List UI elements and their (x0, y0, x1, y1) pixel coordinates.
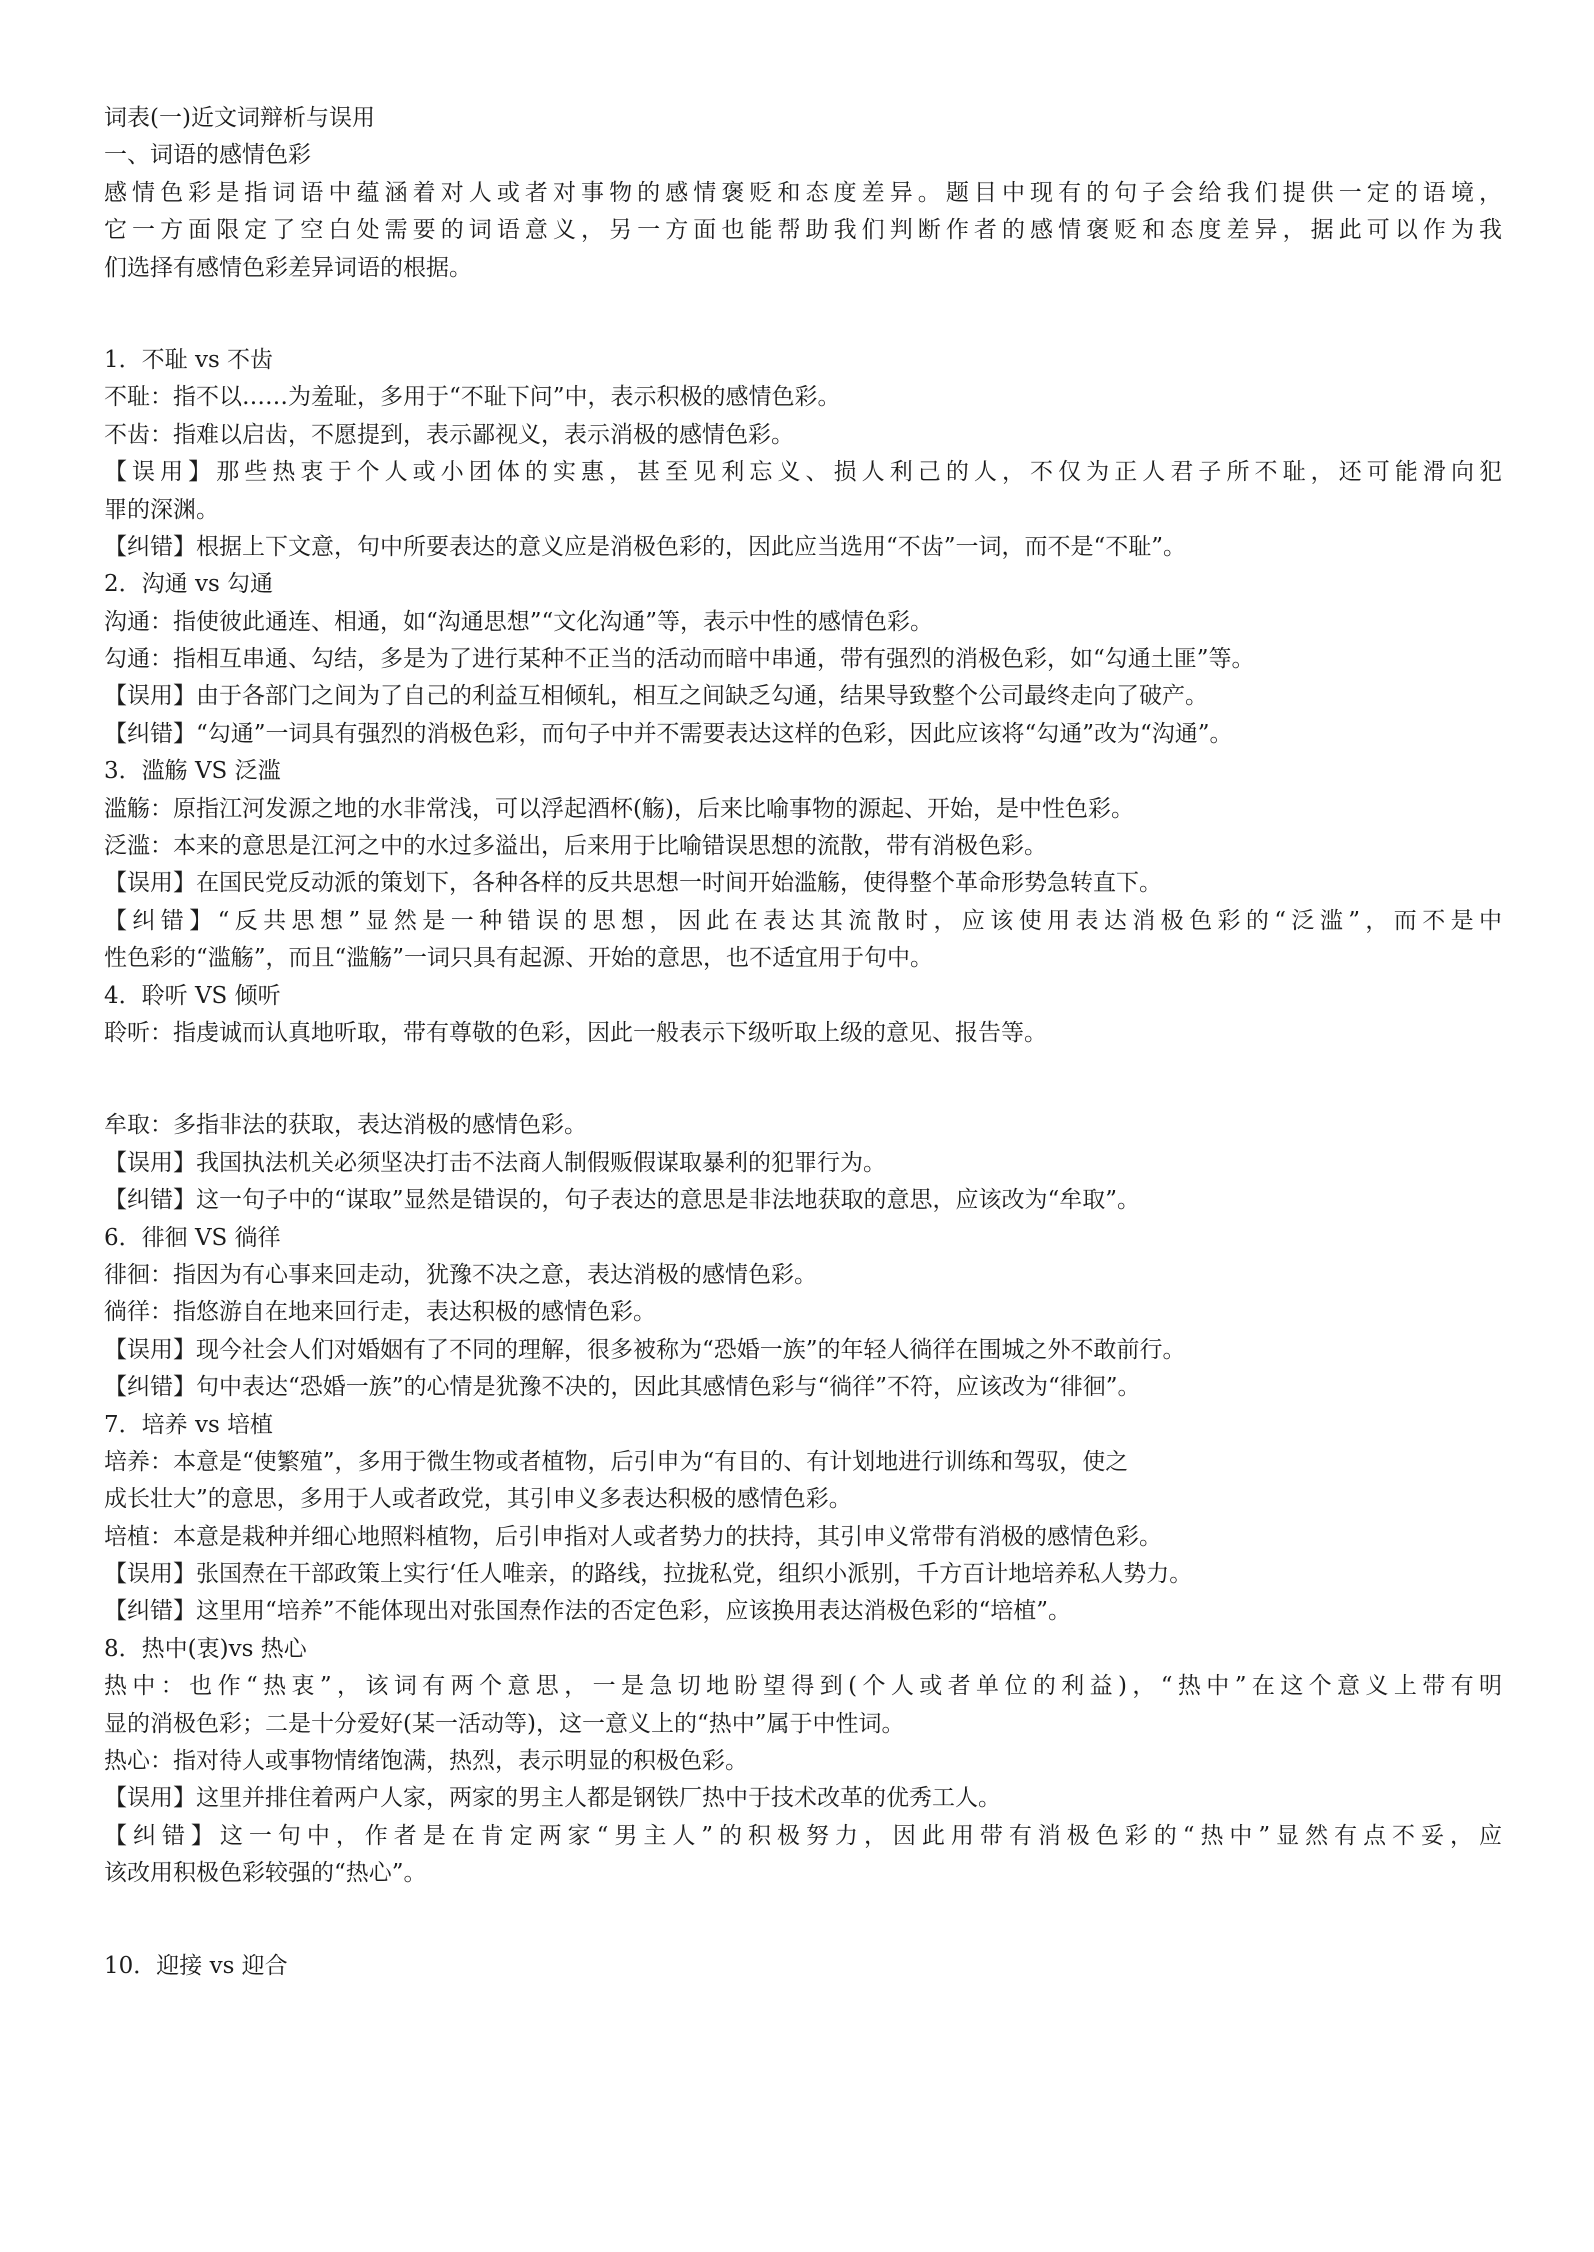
definition-line: 勾通：指相互串通、勾结，多是为了进行某种不正当的活动而暗中串通，带有强烈的消极色彩，如“勾通土匪”等。 (104, 646, 1255, 673)
correction-line: 【纠错】这一句中，作者是在肯定两家“男主人”的积极努力，因此用带有消极色彩的“热中”显然有点不妥，应 (104, 1822, 1502, 1849)
definition-line: 不齿：指难以启齿，不愿提到，表示鄙视义，表示消极的感情色彩。 (104, 421, 794, 448)
misuse-line: 【误用】在国民党反动派的策划下，各种各样的反共思想一时间开始滥觞，使得整个革命形势急转直下。 (104, 870, 1162, 897)
correction-line: 【纠错】“勾通”一词具有强烈的消极色彩，而句子中并不需要表达这样的色彩，因此应该将“勾通”改为“沟通”。 (104, 720, 1233, 747)
definition-line: 显的消极色彩；二是十分爱好(某一活动等)，这一意义上的“热中”属于中性词。 (104, 1710, 905, 1737)
document-title: 词表(一)近文词辩析与误用 (104, 105, 375, 131)
definition-line: 热中：也作“热衷”，该词有两个意思，一是急切地盼望得到(个人或者单位的利益)，“热中”在这个意义上带有明 (104, 1673, 1502, 1700)
definition-line: 培植：本意是栽种并细心地照料植物，后引申指对人或者势力的扶持，其引申义常带有消极的感情色彩。 (104, 1523, 1162, 1550)
definition-line: 热心：指对待人或事物情绪饱满，热烈，表示明显的积极色彩。 (104, 1748, 748, 1775)
entry-heading: 2．沟通 vs 勾通 (104, 571, 274, 598)
entry-heading: 1．不耻 vs 不齿 (104, 346, 274, 373)
entry-heading: 6．徘徊 VS 徜徉 (104, 1224, 281, 1251)
correction-line: 该改用积极色彩较强的“热心”。 (104, 1860, 427, 1887)
misuse-line: 【误用】我国执法机关必须坚决打击不法商人制假贩假谋取暴利的犯罪行为。 (104, 1149, 886, 1176)
document-page (104, 100, 1502, 1985)
misuse-line: 【误用】由于各部门之间为了自己的利益互相倾轧，相互之间缺乏勾通，结果导致整个公司最终走向了破产。 (104, 683, 1208, 710)
definition-line: 聆听：指虔诚而认真地听取，带有尊敬的色彩，因此一般表示下级听取上级的意见、报告等。 (104, 1019, 1047, 1046)
definition-line: 培养：本意是“使繁殖”，多用于微生物或者植物，后引申为“有目的、有计划地进行训练和驾驭，使之 (104, 1448, 1129, 1475)
blank-gap (104, 287, 1502, 342)
entry-heading: 4．聆听 VS 倾听 (104, 982, 281, 1009)
section-heading: 一、词语的感情色彩 (104, 142, 311, 169)
blank-gap (104, 1052, 1502, 1107)
blank-gap (104, 1893, 1502, 1948)
definition-line: 成长壮大”的意思，多用于人或者政党，其引申义多表达积极的感情色彩。 (104, 1486, 852, 1513)
correction-line: 【纠错】“反共思想”显然是一种错误的思想，因此在表达其流散时，应该使用表达消极色彩的“泛滥”，而不是中 (104, 907, 1502, 934)
correction-line: 【纠错】这一句子中的“谋取”显然是错误的，句子表达的意思是非法地获取的意思，应该改为“牟取”。 (104, 1187, 1141, 1214)
misuse-line: 【误用】张国焘在干部政策上实行‘任人唯亲，的路线，拉拢私党，组织小派别，千方百计地培养私人势力。 (104, 1561, 1193, 1588)
correction-line: 性色彩的“滥觞”，而且“滥觞”一词只具有起源、开始的意思，也不适宜用于句中。 (104, 945, 934, 972)
intro-line: 们选择有感情色彩差异词语的根据。 (104, 254, 472, 281)
correction-line: 【纠错】根据上下文意，句中所要表达的意义应是消极色彩的，因此应当选用“不齿”一词，而不是“不耻”。 (104, 533, 1187, 560)
misuse-line: 【误用】那些热衷于个人或小团体的实惠，甚至见利忘义、损人利己的人，不仅为正人君子所不耻，还可能滑向犯 (104, 459, 1502, 486)
definition-line: 滥觞：原指江河发源之地的水非常浅，可以浮起酒杯(觞)，后来比喻事物的源起、开始，是中性色彩。 (104, 795, 1134, 822)
misuse-line: 【误用】这里并排住着两户人家，两家的男主人都是钢铁厂热中于技术改革的优秀工人。 (104, 1785, 1001, 1812)
intro-line: 它一方面限定了空白处需要的词语意义，另一方面也能帮助我们判断作者的感情褒贬和态度差异，据此可以作为我 (104, 217, 1502, 244)
definition-line: 泛滥：本来的意思是江河之中的水过多溢出，后来用于比喻错误思想的流散，带有消极色彩。 (104, 833, 1047, 860)
definition-line: 牟取：多指非法的获取，表达消极的感情色彩。 (104, 1112, 587, 1139)
entry-heading: 7．培养 vs 培植 (104, 1411, 274, 1438)
misuse-line: 【误用】现今社会人们对婚姻有了不同的理解，很多被称为“恐婚一族”的年轻人徜徉在围城之外不敢前行。 (104, 1336, 1186, 1363)
entry-heading: 8．热中(衷)vs 热心 (104, 1635, 307, 1662)
correction-line: 【纠错】句中表达“恐婚一族”的心情是犹豫不决的，因此其感情色彩与“徜徉”不符，应该改为“徘徊”。 (104, 1374, 1141, 1401)
entry-heading: 10．迎接 vs 迎合 (104, 1952, 288, 1979)
correction-line: 【纠错】这里用“培养”不能体现出对张国焘作法的否定色彩，应该换用表达消极色彩的“培植”。 (104, 1598, 1072, 1625)
misuse-line: 罪的深渊。 (104, 496, 219, 523)
definition-line: 沟通：指使彼此通连、相通，如“沟通思想”“文化沟通”等，表示中性的感情色彩。 (104, 608, 934, 635)
entry-heading: 3．滥觞 VS 泛滥 (104, 758, 281, 785)
definition-line: 徜徉：指悠游自在地来回行走，表达积极的感情色彩。 (104, 1299, 656, 1326)
intro-line: 感情色彩是指词语中蕴涵着对人或者对事物的感情褒贬和态度差异。题目中现有的句子会给我们提供一定的语境， (104, 179, 1502, 206)
definition-line: 徘徊：指因为有心事来回走动，犹豫不决之意，表达消极的感情色彩。 (104, 1261, 817, 1288)
definition-line: 不耻：指不以……为羞耻，多用于“不耻下问”中，表示积极的感情色彩。 (104, 384, 841, 411)
